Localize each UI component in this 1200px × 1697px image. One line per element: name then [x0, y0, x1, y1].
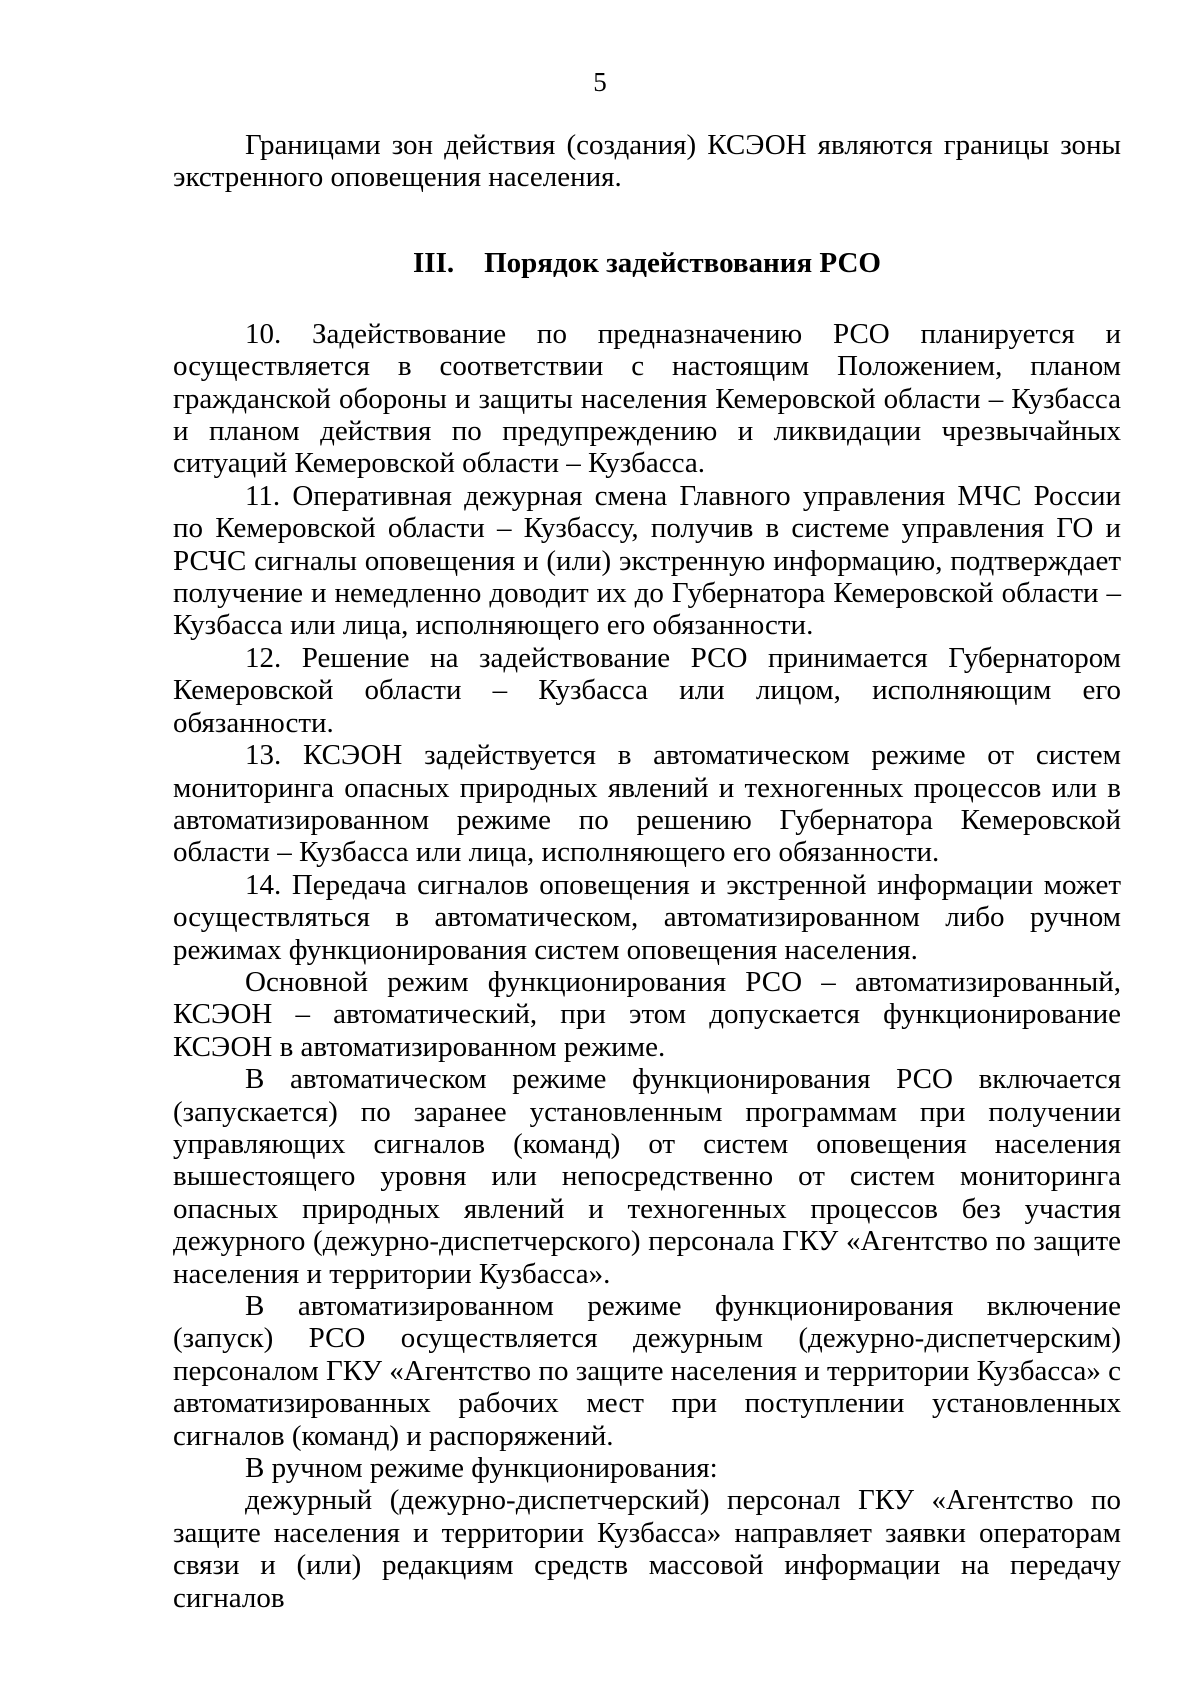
section-number: III. — [413, 246, 455, 279]
paragraph-item-11: 11. Оперативная дежурная смена Главного управления МЧС России по Кемеровской области – Кузбассу, получив в системе управления ГО и РСЧС сигналы оповещения и (или) экстренную информацию, подтверждает получение и немедленно доводит их до Губернатора Кемеровской области – Кузбасса или лица, исполняющего его обязанности. — [173, 479, 1121, 642]
section-heading — [173, 246, 1121, 280]
paragraph-manual-mode-intro: В ручном режиме функционирования: — [245, 1452, 718, 1485]
document-body — [173, 129, 1121, 1614]
paragraph-manual-mode-staff: дежурный (дежурно-диспетчерский) персонал ГКУ «Агентство по защите населения и территории Кузбасса» направляет заявки операторам связи и (или) редакциям средств массовой информации на передачу сигналов — [173, 1484, 1121, 1614]
paragraph-automatic-mode: В автоматическом режиме функционирования РСО включается (запускается) по заранее установленным программам при получении управляющих сигналов (команд) от систем оповещения населения вышестоящего уровня или непосредственно от систем мониторинга опасных природных явлений и техногенных процессов без участия дежурного (дежурно-диспетчерского) персонала ГКУ «Агентство по защите населения и территории Кузбасса». — [173, 1063, 1121, 1290]
paragraph-main-mode: Основной режим функционирования РСО – автоматизированный, КСЭОН – автоматический, при этом допускается функционирование КСЭОН в автоматизированном режиме. — [173, 965, 1121, 1063]
section-title: Порядок задействования РСО — [484, 246, 881, 279]
paragraph-item-10: 10. Задействование по предназначению РСО планируется и осуществляется в соответствии с настоящим Положением, планом гражданской обороны и защиты населения Кемеровской области – Кузбасса и планом действия по предупреждению и ликвидации чрезвычайных ситуаций Кемеровской области – Кузбасса. — [173, 317, 1121, 480]
paragraph-automated-mode: В автоматизированном режиме функционирования включение (запуск) РСО осуществляется дежурным (дежурно-диспетчерским) персоналом ГКУ «Агентство по защите населения и территории Кузбасса» с автоматизированных рабочих мест при поступлении установленных сигналов (команд) и распоряжений. — [173, 1290, 1121, 1452]
paragraph-item-12: 12. Решение на задействование РСО принимается Губернатором Кемеровской области – Кузбасса или лицом, исполняющим его обязанности. — [173, 641, 1121, 739]
paragraph-item-14: 14. Передача сигналов оповещения и экстренной информации может осуществляться в автоматическом, автоматизированном либо ручном режимах функционирования систем оповещения населения. — [173, 868, 1121, 966]
page-number: 5 — [593, 67, 607, 97]
paragraph-zone-boundaries: Границами зон действия (создания) КСЭОН являются границы зоны экстренного оповещения населения. — [173, 129, 1121, 194]
paragraph-item-13: 13. КСЭОН задействуется в автоматическом режиме от систем мониторинга опасных природных явлений и техногенных процессов или в автоматизированном режиме по решению Губернатора Кемеровской области – Кузбасса или лица, исполняющего его обязанности. — [173, 739, 1121, 869]
